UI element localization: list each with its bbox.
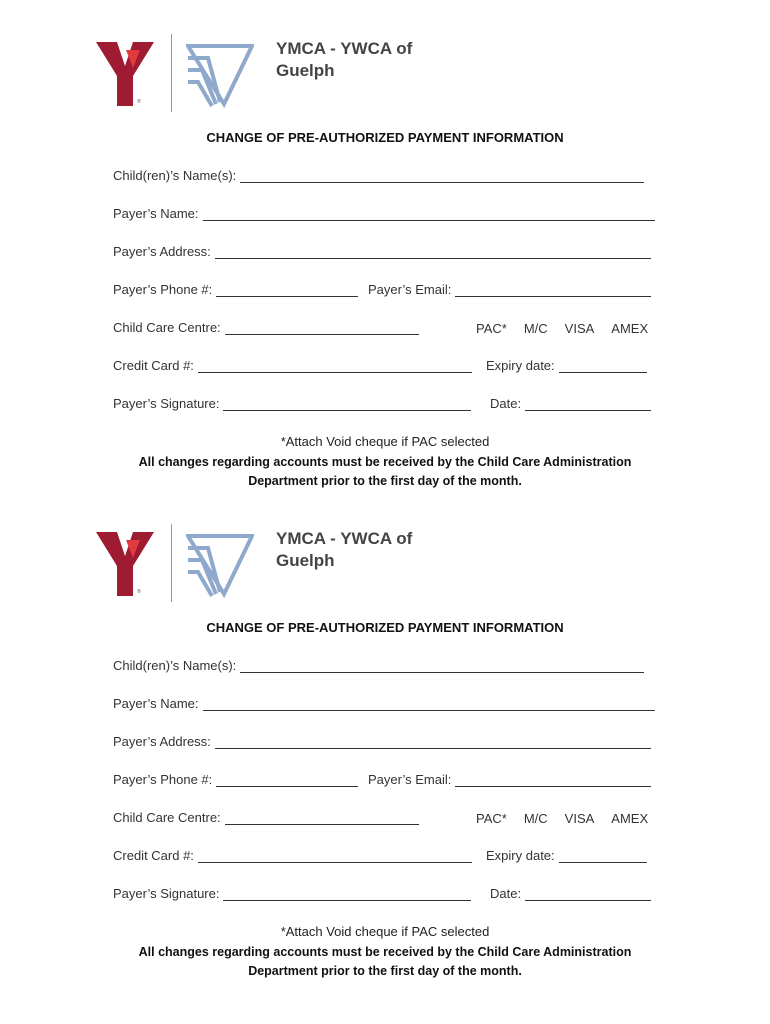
registered-mark: ® [137, 99, 141, 105]
option-mc[interactable]: M/C [523, 811, 548, 826]
credit-card-row [113, 848, 472, 863]
option-pac[interactable]: PAC* [476, 321, 507, 336]
payment-form-1 [0, 0, 770, 490]
payer-signature-row [113, 886, 471, 901]
expiry-date-row [486, 848, 647, 863]
payer-email-row [368, 772, 651, 787]
payer-address-row [113, 734, 651, 749]
payer-email-field[interactable] [455, 773, 651, 787]
child-care-centre-label: Child Care Centre: [113, 810, 221, 825]
expiry-date-row [486, 358, 647, 373]
date-label: Date: [490, 886, 522, 901]
registered-mark: ® [137, 589, 141, 595]
logo-divider [171, 524, 172, 602]
payer-name-field[interactable] [203, 697, 655, 711]
credit-card-row [113, 358, 472, 373]
option-pac[interactable]: PAC* [476, 811, 507, 826]
payer-name-row [113, 696, 655, 711]
child-care-centre-label: Child Care Centre: [113, 320, 221, 335]
children-names-field[interactable] [240, 169, 644, 183]
child-care-centre-row [113, 810, 419, 825]
children-names-label: Child(ren)’s Name(s): [113, 658, 237, 673]
payer-phone-field[interactable] [216, 773, 358, 787]
expiry-date-field[interactable] [559, 849, 647, 863]
date-field[interactable] [525, 887, 651, 901]
payer-signature-field[interactable] [223, 397, 471, 411]
payer-signature-label: Payer’s Signature: [113, 396, 220, 411]
expiry-date-field[interactable] [559, 359, 647, 373]
expiry-date-label: Expiry date: [486, 358, 555, 373]
deadline-note: All changes regarding accounts must be received by the Child Care Administration Department prior to the first day of the month. [138, 455, 632, 488]
payer-email-field[interactable] [455, 283, 651, 297]
organization-name: YMCA - YWCA of Guelph [276, 39, 413, 80]
payer-address-field[interactable] [215, 245, 651, 259]
expiry-date-label: Expiry date: [486, 848, 555, 863]
payer-name-label: Payer’s Name: [113, 696, 199, 711]
payer-address-field[interactable] [215, 735, 651, 749]
date-row [490, 396, 651, 411]
option-mc[interactable]: M/C [523, 321, 548, 336]
ymca-y-logo-icon [96, 42, 154, 108]
payer-address-label: Payer’s Address: [113, 244, 211, 259]
option-visa[interactable]: VISA [564, 811, 595, 826]
payer-signature-row [113, 396, 471, 411]
credit-card-field[interactable] [198, 359, 472, 373]
payer-name-row [113, 206, 655, 221]
void-cheque-note: *Attach Void cheque if PAC selected [280, 924, 490, 939]
payer-name-field[interactable] [203, 207, 655, 221]
child-care-centre-field[interactable] [225, 321, 419, 335]
children-names-label: Child(ren)’s Name(s): [113, 168, 237, 183]
children-names-row [113, 658, 644, 673]
payment-form-2 [0, 490, 770, 980]
payer-signature-field[interactable] [223, 887, 471, 901]
logo-divider [171, 34, 172, 112]
option-visa[interactable]: VISA [564, 321, 595, 336]
option-amex[interactable]: AMEX [611, 321, 649, 336]
credit-card-label: Credit Card #: [113, 848, 194, 863]
child-care-centre-row [113, 320, 419, 335]
ywca-triangle-logo-icon [186, 42, 254, 108]
payer-address-row [113, 244, 651, 259]
form-title: CHANGE OF PRE-AUTHORIZED PAYMENT INFORMATION [206, 620, 564, 635]
payer-email-row [368, 282, 651, 297]
child-care-centre-field[interactable] [225, 811, 419, 825]
credit-card-field[interactable] [198, 849, 472, 863]
date-row [490, 886, 651, 901]
payer-phone-field[interactable] [216, 283, 358, 297]
payment-options [476, 321, 665, 336]
form-title: CHANGE OF PRE-AUTHORIZED PAYMENT INFORMATION [206, 130, 564, 145]
date-field[interactable] [525, 397, 651, 411]
deadline-note: All changes regarding accounts must be received by the Child Care Administration Department prior to the first day of the month. [138, 945, 632, 978]
ywca-triangle-logo-icon [186, 532, 254, 598]
payment-options [476, 811, 665, 826]
void-cheque-note: *Attach Void cheque if PAC selected [280, 434, 490, 449]
ymca-y-logo-icon [96, 532, 154, 598]
payer-phone-label: Payer’s Phone #: [113, 772, 213, 787]
payer-email-label: Payer’s Email: [368, 772, 452, 787]
date-label: Date: [490, 396, 522, 411]
payer-address-label: Payer’s Address: [113, 734, 211, 749]
payer-phone-row [113, 772, 358, 787]
payer-name-label: Payer’s Name: [113, 206, 199, 221]
organization-name: YMCA - YWCA of Guelph [276, 529, 413, 570]
children-names-row [113, 168, 644, 183]
option-amex[interactable]: AMEX [611, 811, 649, 826]
credit-card-label: Credit Card #: [113, 358, 194, 373]
payer-phone-row [113, 282, 358, 297]
payer-phone-label: Payer’s Phone #: [113, 282, 213, 297]
payer-email-label: Payer’s Email: [368, 282, 452, 297]
children-names-field[interactable] [240, 659, 644, 673]
payer-signature-label: Payer’s Signature: [113, 886, 220, 901]
